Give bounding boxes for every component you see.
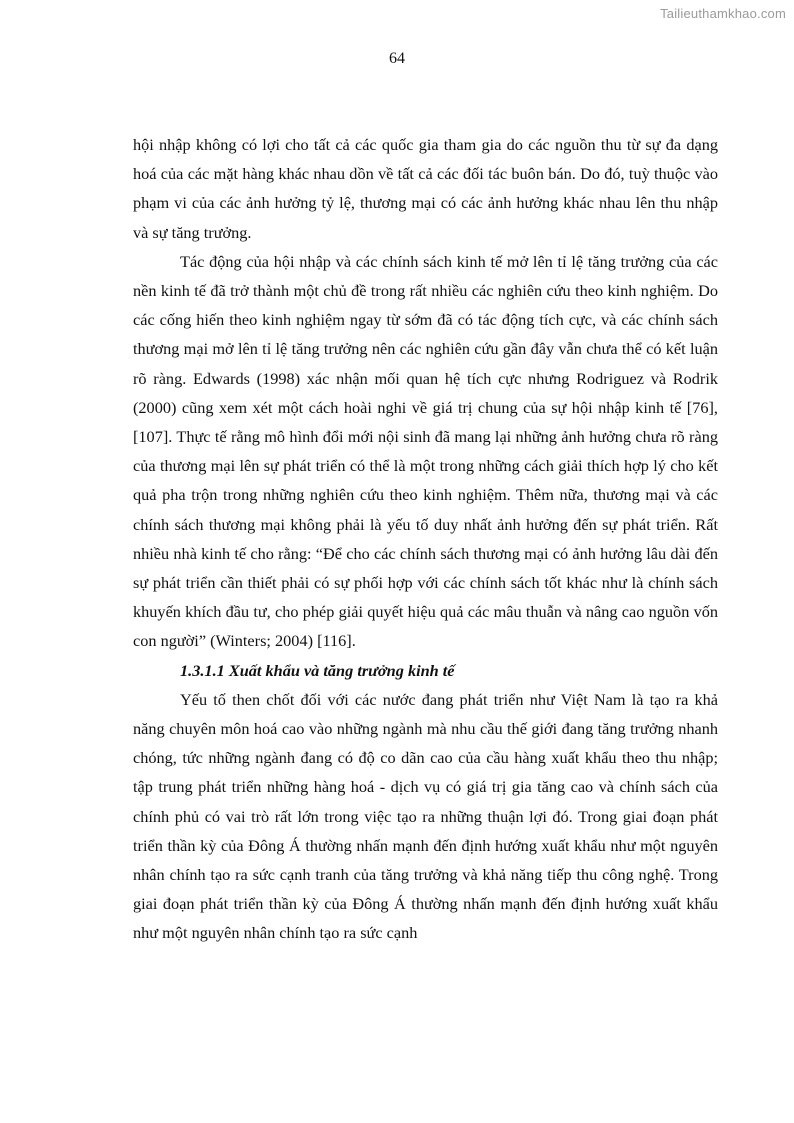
paragraph-continuation: hội nhập không có lợi cho tất cả các quốc gia tham gia do các nguồn thu từ sự đa dạng hoá của các mặt hàng khác nhau dồn về tất cả các đối tác buôn bán. Do đó, tuỳ thuộc vào phạm vi của các ảnh hưởng tỷ lệ, thương mại có các ảnh hưởng khác nhau lên thu nhập và sự tăng trưởng. <box>133 135 718 242</box>
paragraph-integration-impact: Tác động của hội nhập và các chính sách kinh tế mở lên tỉ lệ tăng trưởng của các nền kinh tế đã trở thành một chủ đề trong rất nhiều các nghiên cứu theo kinh nghiệm. Do các cống hiến theo kinh nghiệm ngay từ sớm đã có tác động tích cực, và các chính sách thương mại mở lên tỉ lệ tăng trưởng nên các nghiên cứu gần đây vẫn chưa thể có kết luận rõ ràng. Edwards (1998) xác nhận mối quan hệ tích cực nhưng Rodriguez và Rodrik (2000) cũng xem xét một cách hoài nghi về giá trị chung của sự hội nhập kinh tế [76], [107]. Thực tế rằng mô hình đổi mới nội sinh đã mang lại những ảnh hưởng chưa rõ ràng của thương mại lên sự phát triển có thể là một trong những cách giải thích hợp lý cho kết quả pha trộn trong những nghiên cứu theo kinh nghiệm. Thêm nữa, thương mại và các chính sách thương mại không phải là yếu tố duy nhất ảnh hưởng đến sự phát triển. Rất nhiều nhà kinh tế cho rằng: “Để cho các chính sách thương mại có ảnh hưởng lâu dài đến sự phát triển cần thiết phải có sự phối hợp với các chính sách tốt khác như là chính sách khuyến khích đầu tư, cho phép giải quyết hiệu quả các mâu thuẫn và nâng cao nguồn vốn con người” (Winters; 2004) [116]. <box>133 251 718 651</box>
watermark: Tailieuthamkhao.com <box>660 6 786 21</box>
document-body <box>133 130 718 948</box>
paragraph-export-growth: Yếu tố then chốt đối với các nước đang phát triển như Việt Nam là tạo ra khả năng chuyên môn hoá cao vào những ngành mà nhu cầu thế giới đang tăng trưởng nhanh chóng, tức những ngành đang có độ co dãn cao của cầu hàng xuất khẩu theo thu nhập; tập trung phát triển những hàng hoá - dịch vụ có giá trị gia tăng cao và chính sách của chính phủ có vai trò rất lớn trong việc tạo ra những thuận lợi đó. Trong giai đoạn phát triển thần kỳ của Đông Á thường nhấn mạnh đến định hướng xuất khẩu như một nguyên nhân chính tạo ra sức cạnh tranh của tăng trưởng và khả năng tiếp thu công nghệ. Trong giai đoạn phát triển thần kỳ của Đông Á thường nhấn mạnh đến định hướng xuất khẩu như một nguyên nhân chính tạo ra sức cạnh <box>133 689 718 943</box>
section-heading: 1.3.1.1 Xuất khẩu và tăng trưởng kinh tế <box>180 660 455 680</box>
page-number: 64 <box>389 50 405 67</box>
